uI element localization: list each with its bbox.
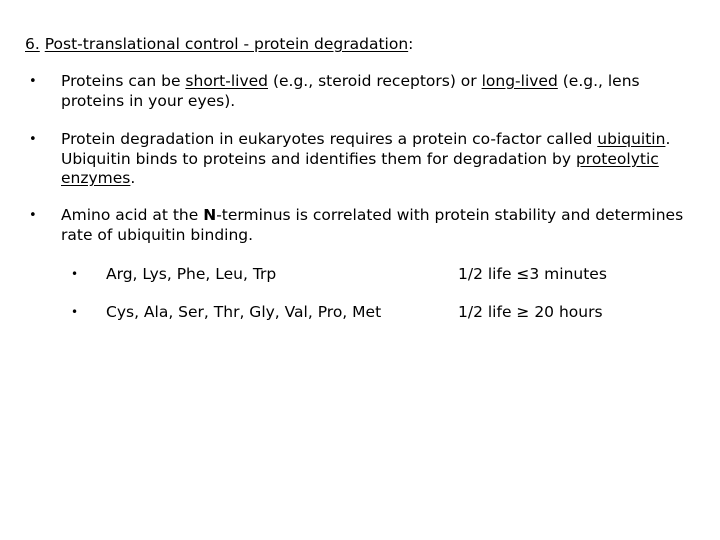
term-long-lived: long-lived [481,72,558,90]
heading-title: Post-translational control - protein degradation [44,35,409,53]
amino-acids-long: Cys, Ala, Ser, Thr, Gly, Val, Pro, Met [106,303,382,321]
slide-heading [25,34,413,54]
term-short-lived: short-lived [185,72,269,90]
half-life-long: 1/2 life ≥ 20 hours [458,303,603,321]
heading-number: 6. [25,35,40,53]
term-ubiquitin: ubiquitin [597,130,666,148]
sub-bullet-marker: • [71,305,79,319]
bullet-2-text: Protein degradation in eukaryotes requires a protein co-factor called ubiquitin. Ubiquitin binds to proteins and identifies them for degradation by proteolytic enzymes. [61,130,671,187]
bullet-marker: • [29,74,37,89]
heading-colon: : [408,35,414,53]
amino-acids-short: Arg, Lys, Phe, Leu, Trp [106,265,277,283]
term-proteolytic-enzymes: proteolytic enzymes [61,149,659,187]
sub-bullet-marker: • [71,267,79,281]
half-life-short: 1/2 life ≤3 minutes [458,265,607,283]
bullet-marker: • [29,208,37,223]
bullet-1-text: Proteins can be short-lived (e.g., steroid receptors) or long-lived (e.g., lens proteins in your eyes). [61,72,640,110]
bullet-marker: • [29,132,37,147]
term-n: N [203,206,217,224]
bullet-3-text: Amino acid at the N-terminus is correlated with protein stability and determines rate of ubiquitin binding. [61,206,684,244]
